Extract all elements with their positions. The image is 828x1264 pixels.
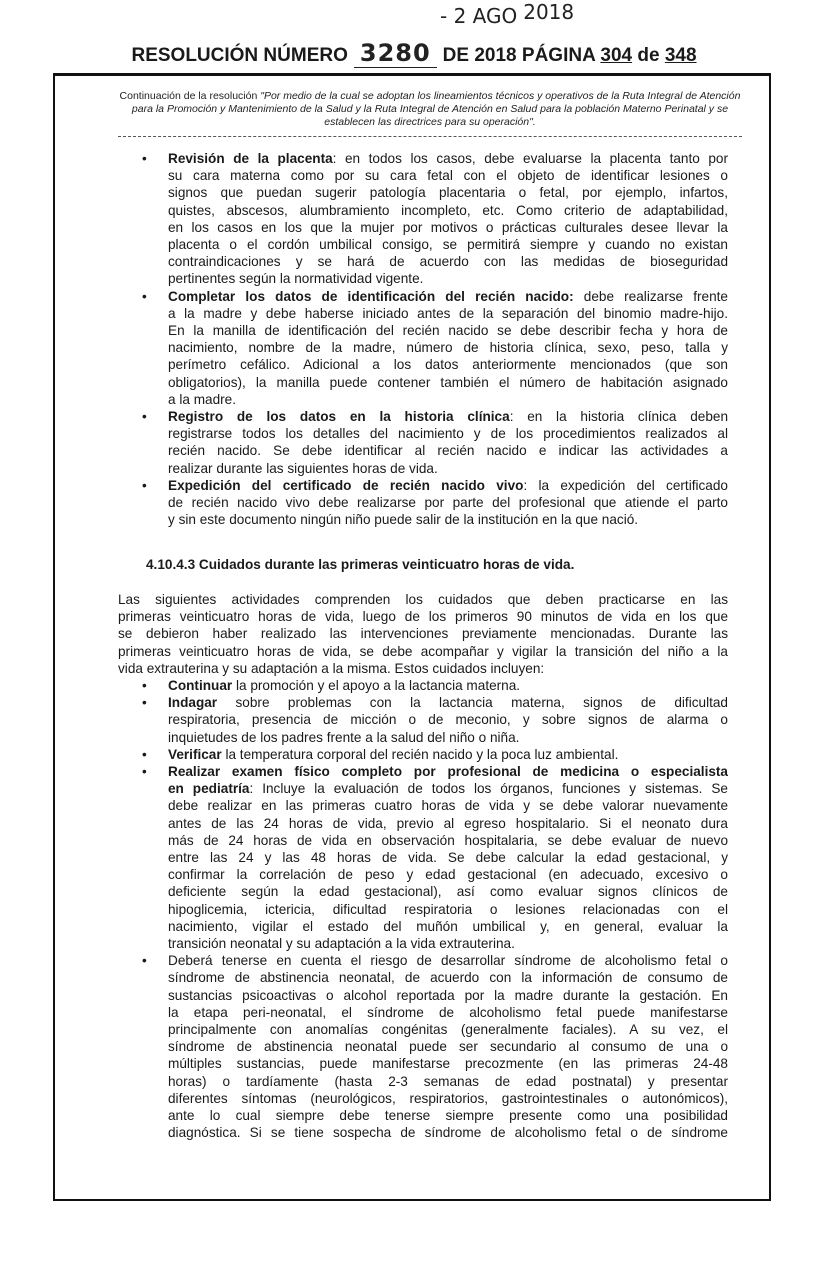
text-line <box>168 391 728 408</box>
bold-term: Expedición del certificado de recién nacido vivo <box>168 477 524 493</box>
text-line <box>168 832 728 849</box>
line-text: realizar durante las siguientes horas de vida. <box>168 460 438 476</box>
line-text: : en la historia clínica deben <box>509 409 729 425</box>
page-number: 304 <box>600 45 633 66</box>
line-text: transición neonatal y su adaptación a la vida extrauterina. <box>168 936 515 952</box>
line-text: ante lo cual siempre debe tenerse siempre presente como una posibilidad <box>168 1108 728 1124</box>
line-text: horas) o tardíamente (hasta 2-3 semanas de edad postnatal) y presentar <box>168 1073 728 1089</box>
text-line <box>168 711 728 728</box>
line-text: su cara materna como por su cara fetal con el objeto de identificar lesiones o <box>168 168 728 184</box>
line-text: respiratoria, presencia de micción o de meconio, y sobre signos de alarma o <box>168 712 728 728</box>
continuation-prefix: Continuación de la resolución <box>119 90 261 102</box>
line-text: a la madre. <box>168 391 237 407</box>
line-text: se debieron haber realizado las intervenciones previamente mencionadas. Durante las <box>118 626 728 642</box>
text-line <box>168 167 728 184</box>
bold-term: Realizar examen físico completo por profesional de medicina o especialista <box>168 764 728 780</box>
bullet-icon: • <box>142 409 147 425</box>
page-info <box>443 44 697 68</box>
text-line <box>168 935 728 952</box>
line-text: síndrome de abstinencia neonatal puede ser secundario al consumo de una o <box>168 1039 728 1055</box>
text-line <box>168 1038 728 1055</box>
text-line <box>168 511 728 528</box>
bold-term: en pediatría <box>168 781 250 797</box>
text-line <box>168 969 728 986</box>
bold-term: Verificar <box>168 746 222 762</box>
continuation-note <box>118 90 742 129</box>
bold-term: Continuar <box>168 678 233 693</box>
line-text: debe realizarse frente <box>573 288 728 304</box>
bullet-icon: • <box>142 746 147 762</box>
line-text: confirmar la correlación de peso y edad gestacional (en adecuado, excesivo o <box>168 867 728 883</box>
text-line <box>168 460 728 477</box>
text-line <box>168 1021 728 1038</box>
line-text: más de 24 horas de vida en observación hospitalaria, se debe evaluar de nuevo <box>168 832 728 848</box>
text-line <box>168 987 728 1004</box>
text-line <box>168 1004 728 1021</box>
intro-paragraph <box>118 591 728 677</box>
line-text: signos que puedan sugerir patología placentaria o fetal, por ejemplo, infartos, <box>168 185 728 201</box>
line-text: múltiples sustancias, puede manifestarse precozmente (en las primeras 24-48 <box>168 1056 728 1072</box>
list-item <box>142 288 728 408</box>
of-label: de <box>637 45 660 66</box>
text-line <box>168 780 728 797</box>
total-pages: 348 <box>664 45 697 66</box>
line-text: placenta o el cordón umbilical consigo, se permitirá siempre y cuando no existan <box>168 237 728 253</box>
line-text: en los casos en los que la mujer por motivos o prácticas culturales desee llevar la <box>168 219 728 235</box>
page-header <box>0 36 828 68</box>
line-text: registrarse todos los detalles del nacimiento y de los procedimientos realizados al <box>168 426 728 442</box>
bullet-icon: • <box>142 678 147 693</box>
text-line <box>168 746 728 763</box>
section-heading: 4.10.4.3 Cuidados durante las primeras veinticuatro horas de vida. <box>146 557 575 572</box>
stamp-year: 2018 <box>523 0 575 24</box>
list-item <box>142 952 728 1141</box>
bullet-icon: • <box>142 953 147 969</box>
text-line <box>168 918 728 935</box>
line-text: síndrome de abstinencia neonatal, de acuerdo con la información de consumo de <box>168 970 728 986</box>
line-text: contraindicaciones y se hará de acuerdo con las medidas de bioseguridad <box>168 254 728 270</box>
line-text: nacimiento, vigilar el estado del muñón umbilical y, en general, evaluar la <box>168 918 728 934</box>
line-text: entre las 24 y las 48 horas de vida. Se debe calcular la edad gestacional, y <box>168 850 728 866</box>
text-line <box>118 591 728 608</box>
bullet-icon: • <box>142 477 147 493</box>
list-item <box>142 763 728 952</box>
text-line <box>168 849 728 866</box>
list-item <box>142 694 728 746</box>
bullet-icon: • <box>142 288 147 304</box>
line-text: debe realizar en las primeras cuatro horas de vida y se debe valorar nuevamente <box>168 798 728 814</box>
text-line <box>168 339 728 356</box>
text-line <box>118 643 728 660</box>
text-line <box>168 408 728 425</box>
continuation-title: "Por medio de la cual se adoptan los lineamientos técnicos y operativos de la Ruta Integral de Atención para la Promoción y Mantenimiento de la Salud y la Ruta Integral de Atención en Salud para la población Materno Perinatal y se establecen las directrices para su operación". <box>131 90 741 128</box>
line-text: recién nacido. Se debe identificar al recién nacido e indicar las actividades a <box>168 443 728 459</box>
dashed-divider <box>118 136 742 137</box>
list-item <box>142 677 728 694</box>
line-text: inquietudes de los padres frente a la salud del niño o niña. <box>168 729 520 745</box>
bold-term: Revisión de la placenta <box>168 151 333 166</box>
line-text: nacimiento, nombre de la madre, número de historia clínica, sexo, peso, talla y <box>168 340 728 356</box>
line-text: de recién nacido vivo debe realizarse por parte del profesional que atiende el parto <box>168 495 728 511</box>
line-text: : la expedición del certificado <box>523 477 728 493</box>
line-text: hipoglicemia, ictericia, dificultad respiratoria o lesiones relacionadas con el <box>168 901 728 917</box>
line-text: la temperatura corporal del recién nacido y la poca luz ambiental. <box>221 746 619 762</box>
text-line <box>168 322 728 339</box>
text-line <box>168 236 728 253</box>
bold-term: Registro de los datos en la historia clínica <box>168 409 510 425</box>
line-text: deficiente según la edad gestacional), así como evaluar signos clínicos de <box>168 884 728 900</box>
resolution-number-stamp: 3280 <box>354 39 437 68</box>
bullet-list-1 <box>142 150 728 528</box>
date-stamp <box>440 0 575 28</box>
line-text: principalmente con anomalías congénitas (generalmente faciales). A su vez, el <box>168 1022 728 1038</box>
line-text: antes de las 24 horas de vida, previo al egreso hospitalario. Si el neonato dura <box>168 815 728 831</box>
bullet-list-2 <box>142 677 728 1141</box>
text-line <box>168 1055 728 1072</box>
text-line <box>168 763 728 780</box>
line-text: diferentes síntomas (neurológicos, respiratorios, gastrointestinales o autonómicos), <box>168 1090 728 1106</box>
line-text: pertinentes según la normatividad vigente. <box>168 271 424 287</box>
text-line <box>168 270 728 287</box>
text-line <box>168 288 728 305</box>
text-line <box>168 202 728 219</box>
line-text: En la manilla de identificación del recién nacido se debe describir fecha y hora de <box>168 323 728 339</box>
line-text: perímetro cefálico. Adicional a los datos anteriormente mencionados (que son <box>168 357 728 373</box>
list-item <box>142 408 728 477</box>
stamp-date: - 2 AGO <box>440 4 518 28</box>
text-line <box>118 625 728 642</box>
year-label: DE 2018 PÁGINA <box>442 45 596 66</box>
text-line <box>168 356 728 373</box>
line-text: y sin este documento ningún niño puede salir de la institución en la que nació. <box>168 512 639 528</box>
list-item <box>142 746 728 763</box>
line-text: primeras veinticuatro horas de vida, se debe acompañar y vigilar la transición del niño a la <box>118 643 728 659</box>
text-line <box>168 797 728 814</box>
line-text: obligatorios), la manilla puede contener también el número de habitación asignado <box>168 374 728 390</box>
bullet-icon: • <box>142 695 147 711</box>
text-line <box>168 477 728 494</box>
text-line <box>168 1073 728 1090</box>
text-line <box>168 442 728 459</box>
bullet-icon: • <box>142 151 147 166</box>
text-line <box>168 729 728 746</box>
text-line <box>168 1124 728 1141</box>
line-text: primeras veinticuatro horas de vida, luego de los primeros 90 minutos de vida en los que <box>118 609 728 625</box>
text-line <box>168 150 728 167</box>
line-text: vida extrauterina y su adaptación a la misma. Estos cuidados incluyen: <box>118 660 545 676</box>
bold-term: Indagar <box>168 695 218 711</box>
text-line <box>168 184 728 201</box>
text-line <box>168 883 728 900</box>
text-line <box>168 952 728 969</box>
bullet-icon: • <box>142 764 147 780</box>
line-text: diagnóstica. Si se tiene sospecha de síndrome de alcoholismo fetal o de síndrome <box>168 1125 728 1141</box>
line-text: : Incluye la evaluación de todos los órganos, funciones y sistemas. Se <box>249 781 728 797</box>
list-item <box>142 477 728 529</box>
text-line <box>168 494 728 511</box>
line-text: Deberá tenerse en cuenta el riesgo de desarrollar síndrome de alcoholismo fetal o <box>168 953 728 969</box>
line-text: sustancias psicoactivas o alcohol reportada por la madre durante la gestación. En <box>168 987 728 1003</box>
text-line <box>168 374 728 391</box>
line-text: : en todos los casos, debe evaluarse la placenta tanto por <box>332 151 728 166</box>
resolution-label: RESOLUCIÓN NÚMERO <box>131 45 348 66</box>
line-text: la etapa peri-neonatal, el síndrome de alcoholismo fetal puede manifestarse <box>168 1004 728 1020</box>
line-text: quistes, abscesos, alumbramiento incompleto, etc. Como criterio de adaptabilidad, <box>168 202 728 218</box>
text-line <box>168 677 728 694</box>
line-text: la promoción y el apoyo a la lactancia materna. <box>232 678 521 693</box>
text-line <box>168 901 728 918</box>
line-text: sobre problemas con la lactancia materna, signos de dificultad <box>217 695 728 711</box>
list-item <box>142 150 728 288</box>
text-line <box>118 660 728 677</box>
text-line <box>168 1107 728 1124</box>
text-line <box>168 866 728 883</box>
bold-term: Completar los datos de identificación del recién nacido: <box>168 288 574 304</box>
line-text: Las siguientes actividades comprenden los cuidados que deben practicarse en las <box>118 592 728 607</box>
text-line <box>168 694 728 711</box>
text-line <box>168 219 728 236</box>
text-line <box>168 253 728 270</box>
text-line <box>118 608 728 625</box>
text-line <box>168 425 728 442</box>
text-line <box>168 1090 728 1107</box>
text-line <box>168 815 728 832</box>
line-text: a la madre y debe haberse iniciado antes de la separación del binomio madre-hijo. <box>168 305 728 321</box>
text-line <box>168 305 728 322</box>
